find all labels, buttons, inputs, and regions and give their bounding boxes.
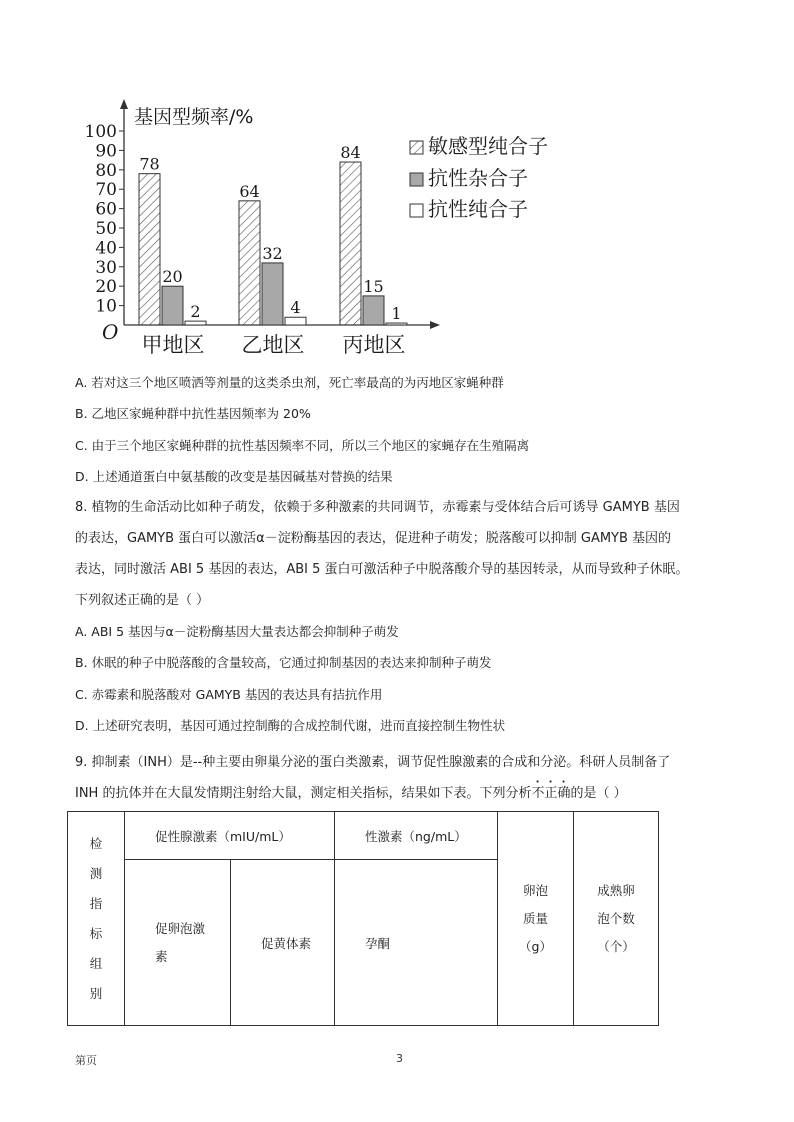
- category-label: 丙地区: [342, 333, 406, 357]
- q8-line: 下列叙述正确的是（ ）: [75, 593, 210, 608]
- bar-resistant-heterozygous: [262, 263, 283, 325]
- fsh-header: 促卵泡激素: [125, 860, 231, 1026]
- bar-resistant-heterozygous: [363, 296, 384, 325]
- bar-resistant-homozygous: [185, 321, 206, 325]
- bar-resistant-homozygous: [386, 323, 407, 325]
- q7-option-d: D. 上述通道蛋白中氨基酸的改变是基因碱基对替换的结果: [75, 469, 393, 484]
- ovary-weight-header: 卵泡 质量 （g）: [498, 812, 574, 1026]
- y-tick-label: 30: [95, 257, 117, 278]
- bar-value-label: 32: [262, 243, 283, 263]
- legend-label: 抗性杂合子: [428, 166, 528, 190]
- q8-line: 的表达，GAMYB 蛋白可以激活α－淀粉酶基因的表达，促进种子萌发；脱落酸可以抑制 GAMYB 基因的: [75, 531, 672, 546]
- results-table: [67, 811, 659, 1026]
- q7-option-b: B. 乙地区家蝇种群中抗性基因频率为 20%: [75, 406, 311, 421]
- mature-follicle-header: 成熟卵 泡个数 （个）: [574, 812, 659, 1026]
- bar-value-label: 1: [391, 304, 402, 324]
- legend-label: 抗性纯合子: [428, 197, 528, 221]
- origin-label: O: [102, 320, 119, 344]
- bar-value-label: 64: [239, 181, 260, 201]
- progesterone-header: 孕酮: [335, 860, 498, 1026]
- q9-stem: [75, 747, 725, 809]
- genotype-frequency-chart: [82, 95, 602, 365]
- legend-swatch: [410, 173, 423, 186]
- y-axis-label: 基因型频率/%: [134, 106, 254, 128]
- y-tick-label: 10: [95, 296, 117, 317]
- y-tick-label: 20: [95, 277, 117, 298]
- emphasis-not-correct: 不正确: [531, 786, 571, 801]
- bar-value-label: 2: [190, 302, 201, 322]
- lh-header: 促黄体素: [231, 860, 335, 1026]
- bar-value-label: 15: [363, 276, 384, 296]
- category-label: 甲地区: [141, 333, 205, 357]
- y-tick-label: 70: [95, 180, 117, 201]
- y-tick-label: 40: [95, 238, 117, 259]
- x-axis-arrow: [430, 321, 440, 329]
- fsh-group-header: 促性腺激素（mIU/mL）: [125, 812, 335, 860]
- y-tick-label: 50: [95, 219, 117, 239]
- bar-value-label: 78: [139, 154, 160, 174]
- y-tick-label: 90: [95, 141, 117, 162]
- bar-value-label: 84: [340, 143, 361, 163]
- y-tick-label: 100: [84, 122, 117, 142]
- q8-line: 8. 植物的生命活动比如种子萌发，依赖于多种激素的共同调节，赤霉素与受体结合后可诱导 GAMYB 基因: [75, 500, 680, 515]
- y-tick-label: 80: [95, 160, 117, 181]
- bar-resistant-homozygous: [285, 317, 306, 325]
- bar-sensitive-homozygous: [340, 162, 361, 325]
- y-axis-arrow: [120, 99, 128, 109]
- bar-resistant-heterozygous: [162, 286, 183, 325]
- q8-option-b: B. 休眠的种子中脱落酸的含量较高，它通过抑制基因的表达来抑制种子萌发: [75, 655, 492, 670]
- q8-stem: [75, 492, 725, 616]
- footer-page-number: 3: [396, 1052, 403, 1065]
- category-label: 乙地区: [241, 333, 305, 357]
- sex-hormone-header: 性激素（ng/mL）: [335, 812, 498, 860]
- bar-value-label: 20: [162, 267, 183, 287]
- q8-option-d: D. 上述研究表明，基因可通过控制酶的合成控制代谢，进而直接控制生物性状: [75, 718, 506, 733]
- bar-sensitive-homozygous: [139, 174, 160, 325]
- q8-line: 表达，同时激活 ABI 5 基因的表达，ABI 5 蛋白可激活种子中脱落酸介导的基因转录，从而导致种子休眠。: [75, 562, 689, 577]
- y-tick-label: 60: [95, 199, 117, 220]
- q9-line-1: 9. 抑制素（INH）是--种主要由卵巢分泌的蛋白类激素，调节促性腺激素的合成和分泌。科研人员制备了: [75, 755, 671, 770]
- q7-option-a: A. 若对这三个地区喷洒等剂量的这类杀虫剂，死亡率最高的为丙地区家蝇种群: [75, 375, 504, 390]
- q8-option-c: C. 赤霉素和脱落酸对 GAMYB 基因的表达具有拮抗作用: [75, 687, 383, 702]
- q8-option-a: A. ABI 5 基因与α－淀粉酶基因大量表达都会抑制种子萌发: [75, 624, 399, 639]
- legend-swatch: [410, 141, 423, 154]
- bar-value-label: 4: [290, 298, 301, 318]
- q9-line-2: INH 的抗体并在大鼠发情期注射给大鼠，测定相关指标，结果如下表。下列分析不正确的是（ ）: [75, 786, 627, 801]
- footer-page-label: 第页: [75, 1054, 97, 1067]
- legend-label: 敏感型纯合子: [428, 134, 548, 158]
- legend-swatch: [410, 204, 423, 217]
- row-header-cell: 检 测 指 标 组 别: [68, 812, 125, 1026]
- bar-sensitive-homozygous: [239, 201, 260, 325]
- q7-option-c: C. 由于三个地区家蝇种群的抗性基因频率不同，所以三个地区的家蝇存在生殖隔离: [75, 438, 530, 453]
